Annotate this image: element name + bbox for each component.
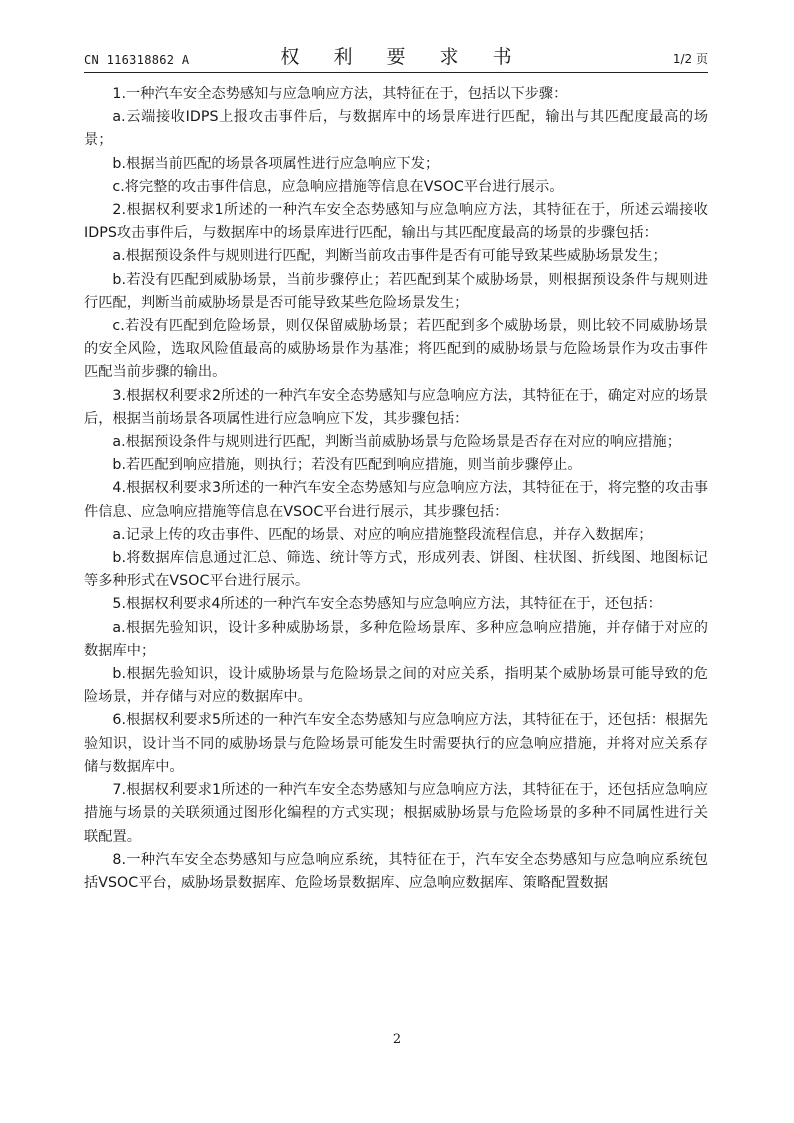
claim-1-step-b: b.根据当前匹配的场景各项属性进行应急响应下发； — [112, 155, 440, 172]
page-indicator: 1/2 页 — [672, 52, 708, 66]
claim-1-step-a: a.云端接收IDPS上报攻击事件后，与数据库中的场景库进行匹配，输出与其匹配度最高的场景； — [84, 109, 708, 149]
claim-4: 4.根据权利要求3所述的一种汽车安全态势感知与应急响应方法，其特征在于，将完整的攻击事件信息、应急响应措施等信息在VSOC平台进行展示，其步骤包括： — [84, 480, 708, 520]
claim-5-step-b: b.根据先验知识，设计威胁场景与危险场景之间的对应关系，指明某个威胁场景可能导致的危险场景，并存储与对应的数据库中。 — [84, 666, 708, 706]
claim-2-step-b: b.若没有匹配到威胁场景，当前步骤停止；若匹配到某个威胁场景，则根据预设条件与规则进行匹配，判断当前威胁场景是否可能导致某些危险场景发生； — [84, 271, 708, 311]
page-header — [84, 44, 708, 73]
publication-number: CN 116318862 A — [84, 53, 190, 67]
claims-body — [84, 83, 708, 895]
claim-3-step-b: b.若匹配到响应措施，则执行；若没有匹配到响应措施，则当前步骤停止。 — [112, 457, 582, 474]
claim-5-step-a: a.根据先验知识，设计多种威胁场景，多种危险场景库、多种应急响应措施，并存储于对应的数据库中； — [84, 619, 708, 659]
claim-2-step-a: a.根据预设条件与规则进行匹配，判断当前攻击事件是否有可能导致某些威胁场景发生； — [112, 248, 667, 265]
claim-1-step-c: c.将完整的攻击事件信息，应急响应措施等信息在VSOC平台进行展示。 — [112, 178, 564, 195]
claim-5: 5.根据权利要求4所述的一种汽车安全态势感知与应急响应方法，其特征在于，还包括： — [112, 596, 662, 613]
page-number: 2 — [392, 1032, 402, 1047]
claim-3: 3.根据权利要求2所述的一种汽车安全态势感知与应急响应方法，其特征在于，确定对应的场景后，根据当前场景各项属性进行应急响应下发，其步骤包括： — [84, 387, 708, 427]
claim-4-step-a: a.记录上传的攻击事件、匹配的场景、对应的响应措施整段流程信息，并存入数据库； — [112, 526, 653, 543]
claim-4-step-b: b.将数据库信息通过汇总、筛选、统计等方式，形成列表、饼图、柱状图、折线图、地图标记等多种形式在VSOC平台进行展示。 — [84, 550, 708, 590]
claim-7: 7.根据权利要求1所述的一种汽车安全态势感知与应急响应方法，其特征在于，还包括应急响应措施与场景的关联须通过图形化编程的方式实现；根据威胁场景与危险场景的多种不同属性进行关联配置。 — [84, 782, 708, 845]
claim-8: 8.一种汽车安全态势感知与应急响应系统，其特征在于，汽车安全态势感知与应急响应系统包括VSOC平台，威胁场景数据库、危险场景数据库、应急响应数据库、策略配置数据 — [84, 851, 708, 891]
document-title: 权 利 要 求 书 — [280, 46, 526, 68]
claim-2-step-c: c.若没有匹配到危险场景，则仅保留威胁场景；若匹配到多个威胁场景，则比较不同威胁场景的安全风险，选取风险值最高的威胁场景作为基准；将匹配到的威胁场景与危险场景作为攻击事件匹配当前步骤的输出。 — [84, 318, 708, 381]
claim-2: 2.根据权利要求1所述的一种汽车安全态势感知与应急响应方法，其特征在于，所述云端接收IDPS攻击事件后，与数据库中的场景库进行匹配，输出与其匹配度最高的场景的步骤包括： — [84, 202, 708, 242]
claim-6: 6.根据权利要求5所述的一种汽车安全态势感知与应急响应方法，其特征在于，还包括：根据先验知识，设计当不同的威胁场景与危险场景可能发生时需要执行的应急响应措施，并将对应关系存储与数据库中。 — [84, 712, 708, 775]
claim-3-step-a: a.根据预设条件与规则进行匹配，判断当前威胁场景与危险场景是否存在对应的响应措施； — [112, 434, 681, 451]
claim-1: 1.一种汽车安全态势感知与应急响应方法，其特征在于，包括以下步骤： — [112, 86, 568, 102]
